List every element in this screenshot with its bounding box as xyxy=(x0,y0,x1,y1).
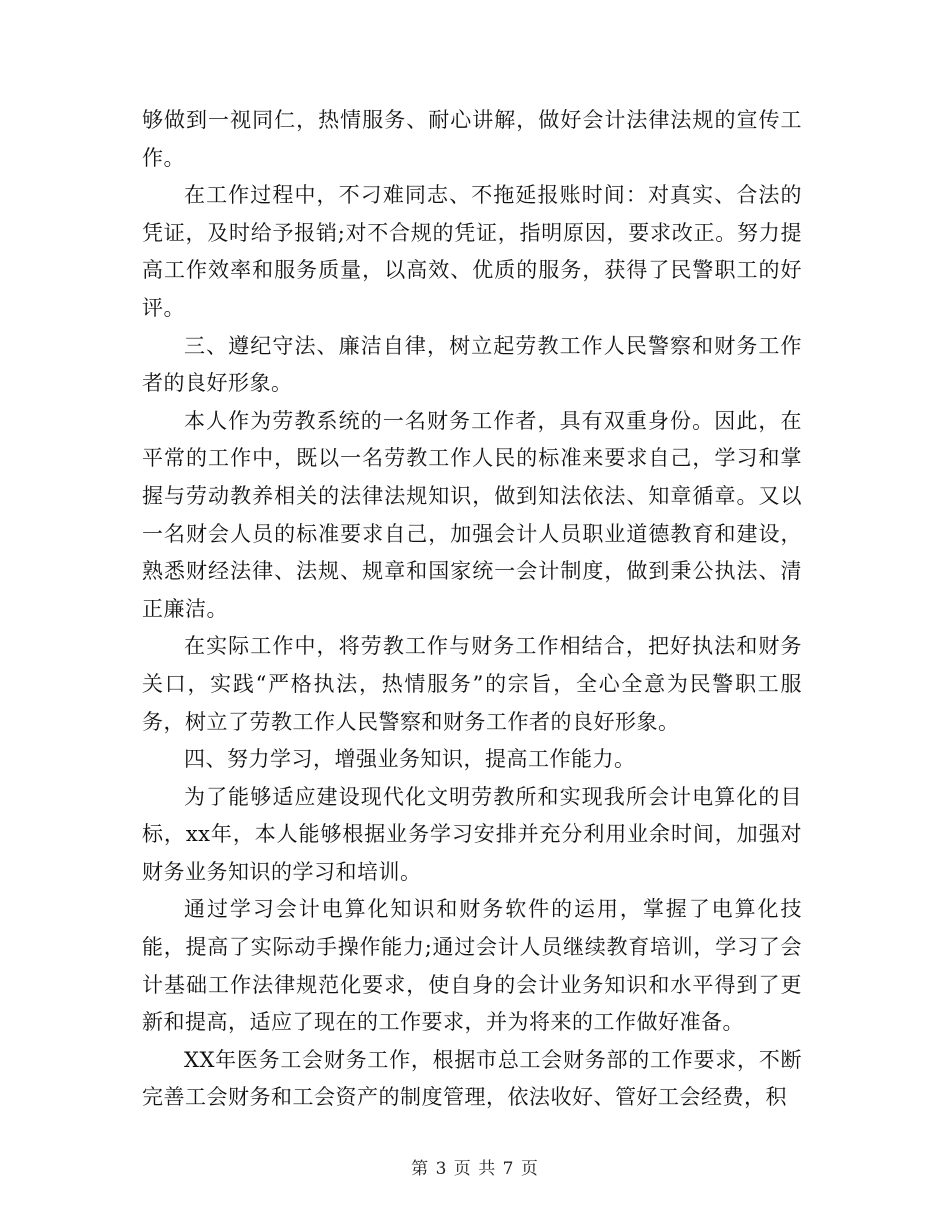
section-heading-4: 四、努力学习，增强业务知识，提高工作能力。 xyxy=(184,747,636,772)
paragraph-9: XX年医务工会财务工作，根据市总工会财务部的工作要求，不断完善工会财务和工会资产的制度管理，依法收好、管好工会经费，积 xyxy=(142,1047,802,1110)
paragraph-2: 在工作过程中，不刁难同志、不拖延报账时间：对真实、合法的凭证，及时给予报销;对不合规的凭证，指明原因，要求改正。努力提高工作效率和服务质量，以高效、优质的服务，获得了民警职工的好评。 xyxy=(142,183,802,320)
paragraph-5: 在实际工作中，将劳教工作与财务工作相结合，把好执法和财务关口，实践“严格执法，热情服务”的宗旨，全心全意为民警职工服务，树立了劳教工作人民警察和财务工作者的良好形象。 xyxy=(142,634,802,734)
document-body xyxy=(142,102,802,1117)
paragraph-1: 够做到一视同仁，热情服务、耐心讲解，做好会计法律法规的宣传工作。 xyxy=(142,108,802,170)
section-heading-3: 三、遵纪守法、廉洁自律，树立起劳教工作人民警察和财务工作者的良好形象。 xyxy=(142,333,802,396)
paragraph-8: 通过学习会计电算化知识和财务软件的运用，掌握了电算化技能，提高了实际动手操作能力;通过会计人员继续教育培训，学习了会计基础工作法律规范化要求，使自身的会计业务知识和水平得到了更新和提高，适应了现在的工作要求，并为将来的工作做好准备。 xyxy=(142,897,802,1035)
paragraph-7: 为了能够适应建设现代化文明劳教所和实现我所会计电算化的目标，xx年，本人能够根据业务学习安排并充分利用业余时间，加强对财务业务知识的学习和培训。 xyxy=(142,784,802,884)
paragraph-4: 本人作为劳教系统的一名财务工作者，具有双重身份。因此，在平常的工作中，既以一名劳教工作人民的标准来要求自己，学习和掌握与劳动教养相关的法律法规知识，做到知法依法、知章循章。又以一名财会人员的标准要求自己，加强会计人员职业道德教育和建设，熟悉财经法律、法规、规章和国家统一会计制度，做到秉公执法、清正廉洁。 xyxy=(142,408,802,621)
page-number-footer: 第 3 页 共 7 页 xyxy=(411,1159,539,1179)
